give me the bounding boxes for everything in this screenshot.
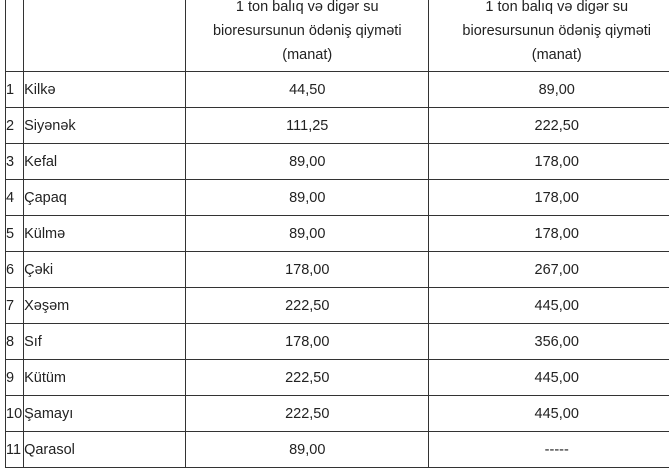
table-row	[6, 432, 669, 468]
row-number: 10	[6, 396, 24, 432]
species-name: Kefal	[24, 144, 186, 180]
price-value-2: 267,00	[429, 252, 669, 288]
table-row	[6, 180, 669, 216]
price-value-2: 89,00	[429, 72, 669, 108]
price-value-2: 178,00	[429, 180, 669, 216]
row-number: 5	[6, 216, 24, 252]
price-value-1: 111,25	[186, 108, 429, 144]
price-value-1: 89,00	[186, 144, 429, 180]
row-number: 11	[6, 432, 24, 468]
table-row	[6, 144, 669, 180]
price-value-2: 445,00	[429, 396, 669, 432]
table-row	[6, 72, 669, 108]
price-value-2: 178,00	[429, 216, 669, 252]
price-value-2: 222,50	[429, 108, 669, 144]
price-value-1: 89,00	[186, 432, 429, 468]
species-name: Xəşəm	[24, 288, 186, 324]
price-value-2: 178,00	[429, 144, 669, 180]
header-price-2-line-2: bioresursunun ödəniş qiyməti	[429, 19, 669, 43]
price-value-1: 178,00	[186, 252, 429, 288]
table-row	[6, 108, 669, 144]
species-name: Siyənək	[24, 108, 186, 144]
row-number: 8	[6, 324, 24, 360]
species-name: Kilkə	[24, 72, 186, 108]
row-number: 1	[6, 72, 24, 108]
table-row	[6, 360, 669, 396]
row-number: 3	[6, 144, 24, 180]
price-value-1: 222,50	[186, 360, 429, 396]
species-name: Külmə	[24, 216, 186, 252]
header-price-1-line-3: (manat)	[186, 43, 428, 67]
row-number: 9	[6, 360, 24, 396]
header-cell-price-2	[429, 0, 669, 72]
species-name: Kütüm	[24, 360, 186, 396]
header-cell-name	[24, 0, 186, 72]
header-cell-number	[6, 0, 24, 72]
table-row	[6, 288, 669, 324]
price-value-2: 445,00	[429, 288, 669, 324]
price-value-1: 222,50	[186, 288, 429, 324]
species-name: Qarasol	[24, 432, 186, 468]
species-name: Çəki	[24, 252, 186, 288]
table-row	[6, 396, 669, 432]
price-value-1: 44,50	[186, 72, 429, 108]
row-number: 2	[6, 108, 24, 144]
price-value-2: 356,00	[429, 324, 669, 360]
table-row	[6, 216, 669, 252]
header-price-2-line-1: 1 ton balıq və digər su	[429, 0, 669, 19]
price-value-1: 89,00	[186, 180, 429, 216]
table-header-row	[6, 0, 669, 72]
price-value-1: 89,00	[186, 216, 429, 252]
row-number: 7	[6, 288, 24, 324]
row-number: 4	[6, 180, 24, 216]
table-row	[6, 252, 669, 288]
price-value-2: -----	[429, 432, 669, 468]
row-number: 6	[6, 252, 24, 288]
header-cell-price-1	[186, 0, 429, 72]
table-row	[6, 324, 669, 360]
price-value-1: 178,00	[186, 324, 429, 360]
price-value-2: 445,00	[429, 360, 669, 396]
price-table	[5, 0, 669, 468]
header-price-2-line-3: (manat)	[429, 43, 669, 67]
price-value-1: 222,50	[186, 396, 429, 432]
species-name: Çapaq	[24, 180, 186, 216]
species-name: Şamayı	[24, 396, 186, 432]
species-name: Sıf	[24, 324, 186, 360]
header-price-1-line-1: 1 ton balıq və digər su	[186, 0, 428, 19]
header-price-1-line-2: bioresursunun ödəniş qiyməti	[186, 19, 428, 43]
